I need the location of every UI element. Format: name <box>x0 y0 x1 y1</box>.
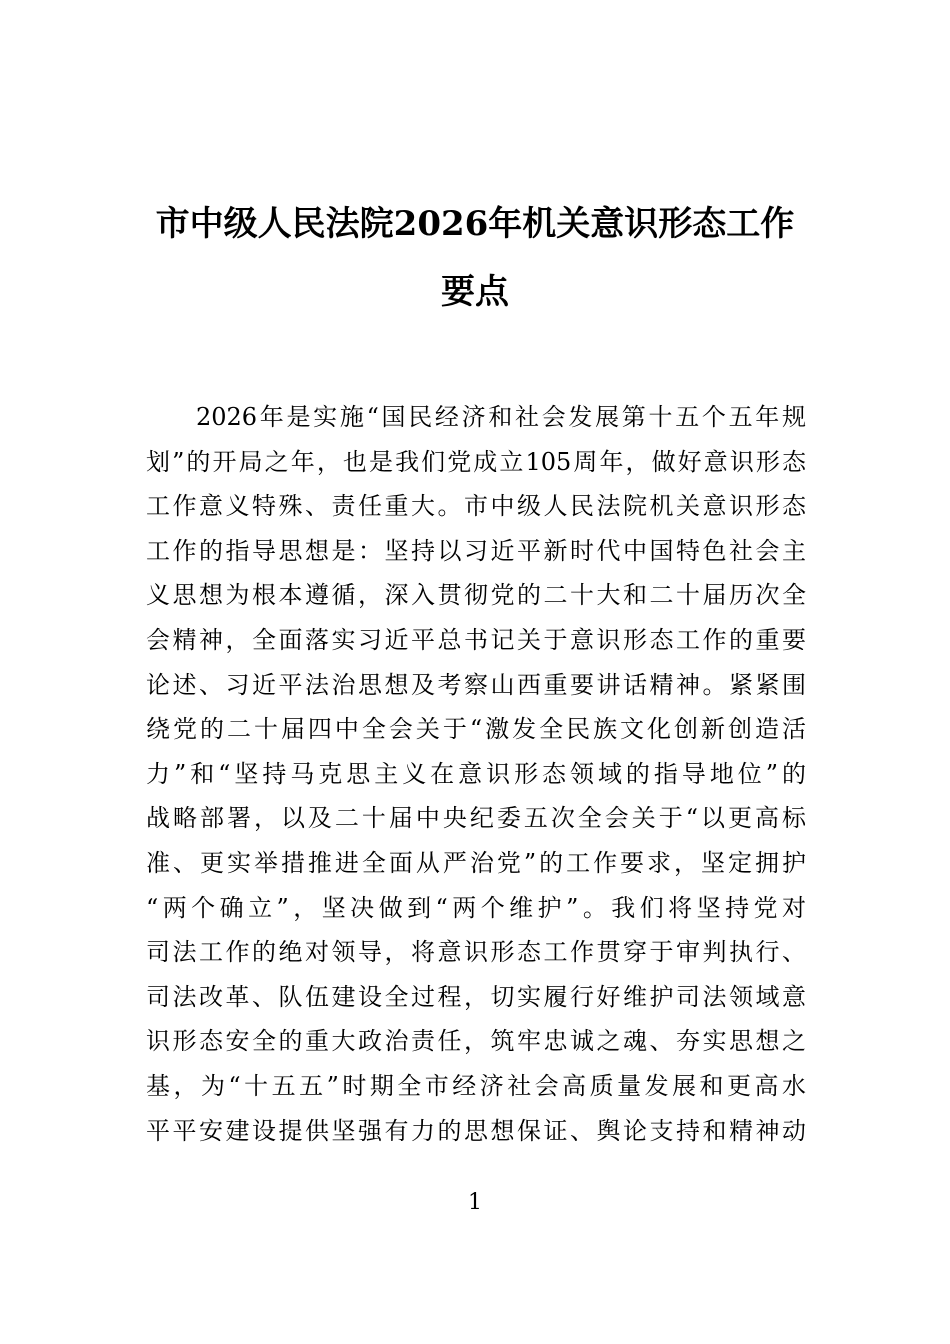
body-line: 司法工作的绝对领导，将意识形态工作贯穿于审判执行、 <box>146 938 806 967</box>
body-line: “两个确立”，坚决做到“两个维护”。我们将坚持党对 <box>146 893 806 922</box>
body-line: 工作的指导思想是：坚持以习近平新时代中国特色社会主 <box>146 536 806 565</box>
body-line: 战略部署，以及二十届中央纪委五次全会关于“以更高标 <box>146 804 806 833</box>
title-line-1: 市中级人民法院2026年机关意识形态工作 <box>155 204 795 244</box>
body-line: 识形态安全的重大政治责任，筑牢忠诚之魂、夯实思想之 <box>146 1027 806 1056</box>
body-line: 划”的开局之年，也是我们党成立105周年，做好意识形态 <box>146 447 806 476</box>
body-line: 会精神，全面落实习近平总书记关于意识形态工作的重要 <box>146 625 806 654</box>
title-line-2: 要点 <box>441 272 509 312</box>
body-line: 力”和“坚持马克思主义在意识形态领域的指导地位”的 <box>146 759 806 788</box>
body-line: 绕党的二十届四中全会关于“激发全民族文化创新创造活 <box>146 715 806 744</box>
body-paragraph <box>146 395 806 1153</box>
body-line: 2026年是实施“国民经济和社会发展第十五个五年规 <box>196 403 806 431</box>
body-line: 基，为“十五五”时期全市经济社会高质量发展和更高水 <box>146 1071 806 1100</box>
body-line: 工作意义特殊、责任重大。市中级人民法院机关意识形态 <box>146 492 806 521</box>
document-title <box>140 190 810 326</box>
body-line: 论述、习近平法治思想及考察山西重要讲话精神。紧紧围 <box>146 670 806 699</box>
body-line: 义思想为根本遵循，深入贯彻党的二十大和二十届历次全 <box>146 581 806 610</box>
body-line: 司法改革、队伍建设全过程，切实履行好维护司法领域意 <box>146 982 806 1011</box>
body-line: 平平安建设提供坚强有力的思想保证、舆论支持和精神动 <box>146 1116 806 1145</box>
page-number: 1 <box>468 1190 482 1215</box>
body-line: 准、更实举措推进全面从严治党”的工作要求，坚定拥护 <box>146 848 806 877</box>
